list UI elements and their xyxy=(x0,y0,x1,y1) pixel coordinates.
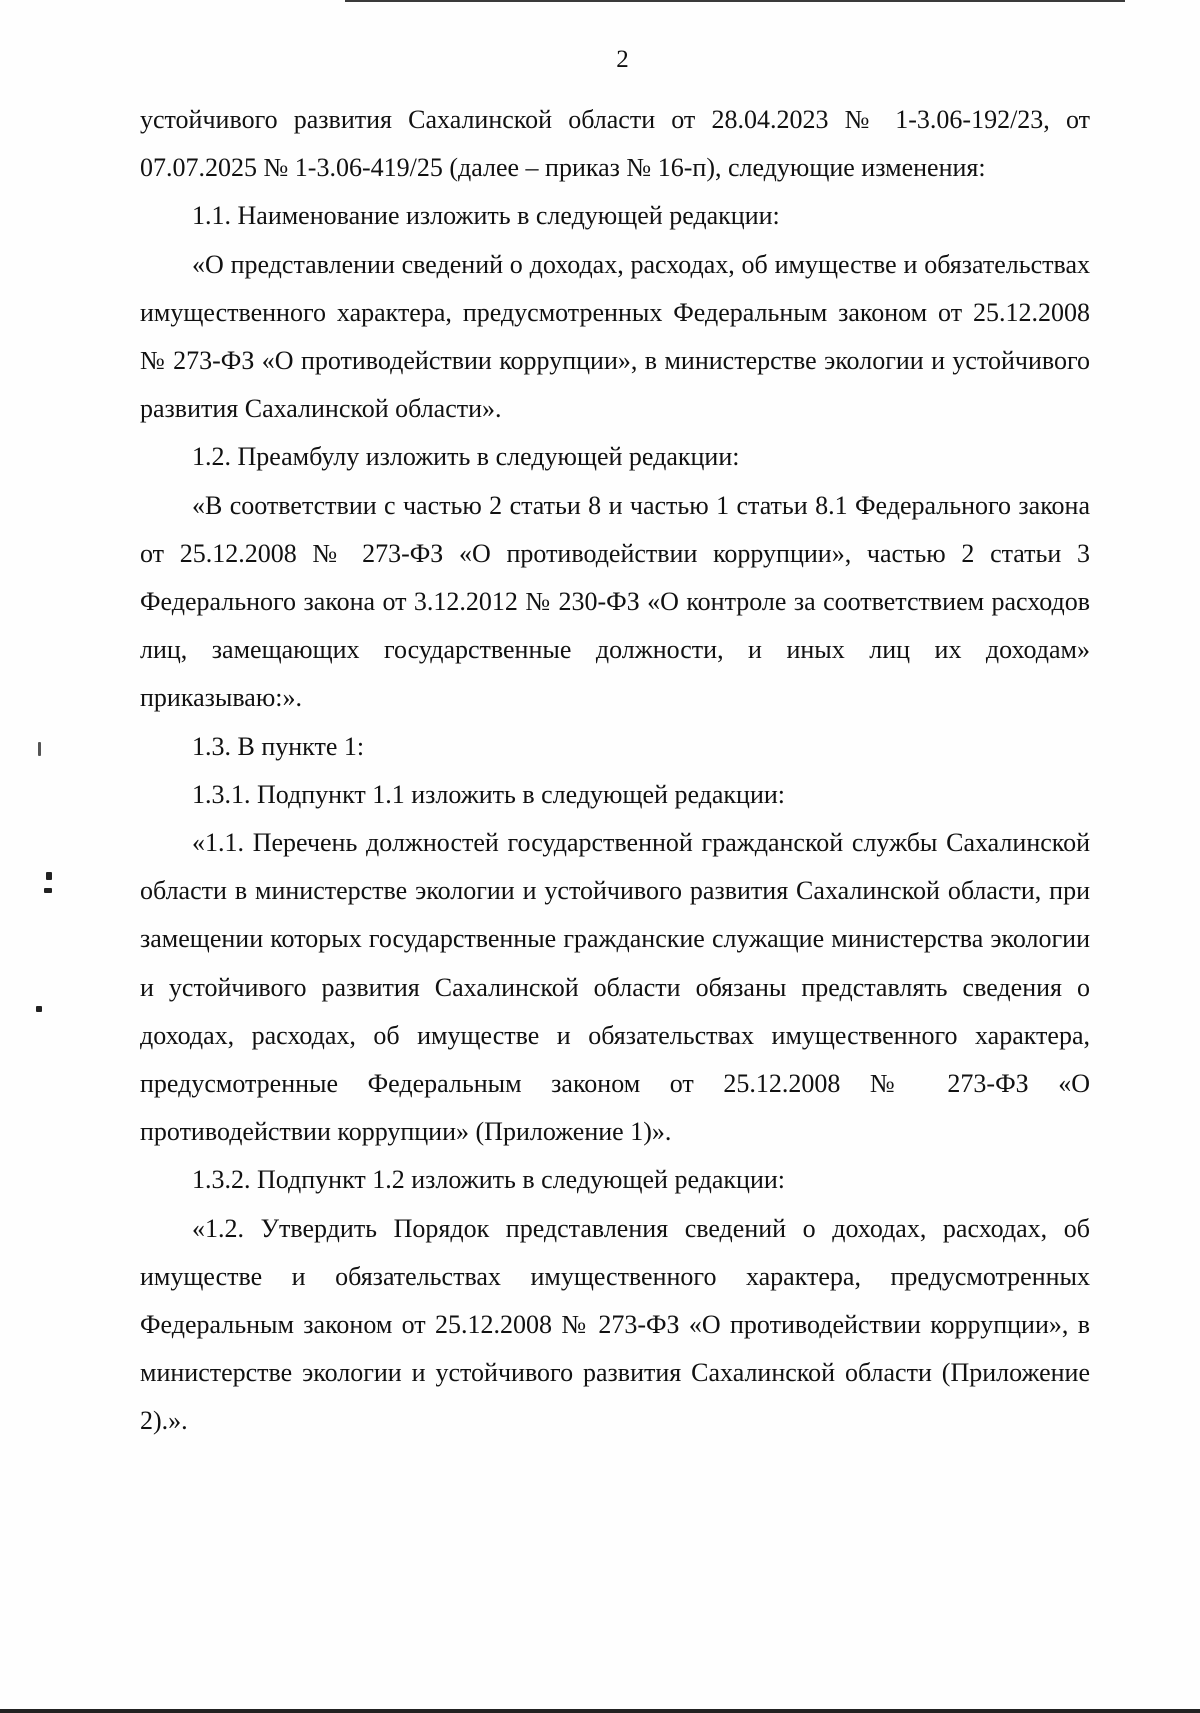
scan-speck xyxy=(44,888,52,893)
paragraph-quote-preamble: «В соответствии с частью 2 статьи 8 и частью 1 статьи 8.1 Федерального закона от 25.12.2008 № 273-ФЗ «О противодействии коррупции», частью 2 статьи 3 Федерального закона от 3.12.2012 № 230-ФЗ «О контроле за соответствием расходов лиц, замещающих государственные должности, и иных лиц их доходам» приказываю:». xyxy=(140,490,1090,713)
paragraph-item-1-1: 1.1. Наименование изложить в следующей редакции: xyxy=(192,201,780,231)
paragraph-continuation: устойчивого развития Сахалинской области от 28.04.2023 № 1-3.06-192/23, от 07.07.2025 № 1-3.06-419/25 (далее – приказ № 16-п), следующие изменения: xyxy=(140,105,1090,183)
paragraph-item-1-3: 1.3. В пункте 1: xyxy=(192,731,365,761)
document-body xyxy=(140,96,1090,1446)
paragraph-quote-1-2: «1.2. Утвердить Порядок представления сведений о доходах, расходах, об имуществе и обязательствах имущественного характера, предусмотренных Федеральным законом от 25.12.2008 № 273-ФЗ «О противодействии коррупции», в министерстве экологии и устойчивого развития Сахалинской области (Приложение 2).». xyxy=(140,1213,1090,1436)
paragraph-quote-title: «О представлении сведений о доходах, расходах, об имуществе и обязательствах имущественного характера, предусмотренных Федеральным законом от 25.12.2008 № 273-ФЗ «О противодействии коррупции», в министерстве экологии и устойчивого развития Сахалинской области». xyxy=(140,249,1090,424)
scan-speck xyxy=(46,872,52,880)
scan-edge-bottom xyxy=(0,1709,1200,1713)
paragraph-item-1-3-1: 1.3.1. Подпункт 1.1 изложить в следующей редакции: xyxy=(192,779,786,809)
paragraph-item-1-3-2: 1.3.2. Подпункт 1.2 изложить в следующей редакции: xyxy=(192,1165,786,1195)
paragraph-item-1-2: 1.2. Преамбулу изложить в следующей редакции: xyxy=(192,442,740,472)
scan-speck xyxy=(38,742,41,756)
page-number: 2 xyxy=(616,46,629,73)
paragraph-quote-1-1: «1.1. Перечень должностей государственной гражданской службы Сахалинской области в министерстве экологии и устойчивого развития Сахалинской области, при замещении которых государственные гражданские служащие министерства экологии и устойчивого развития Сахалинской области обязаны представлять сведения о доходах, расходах, об имуществе и обязательствах имущественного характера, предусмотренные Федеральным законом от 25.12.2008 № 273-ФЗ «О противодействии коррупции» (Приложение 1)». xyxy=(140,828,1090,1147)
scan-edge-top xyxy=(345,0,1125,2)
scan-speck xyxy=(36,1006,42,1012)
